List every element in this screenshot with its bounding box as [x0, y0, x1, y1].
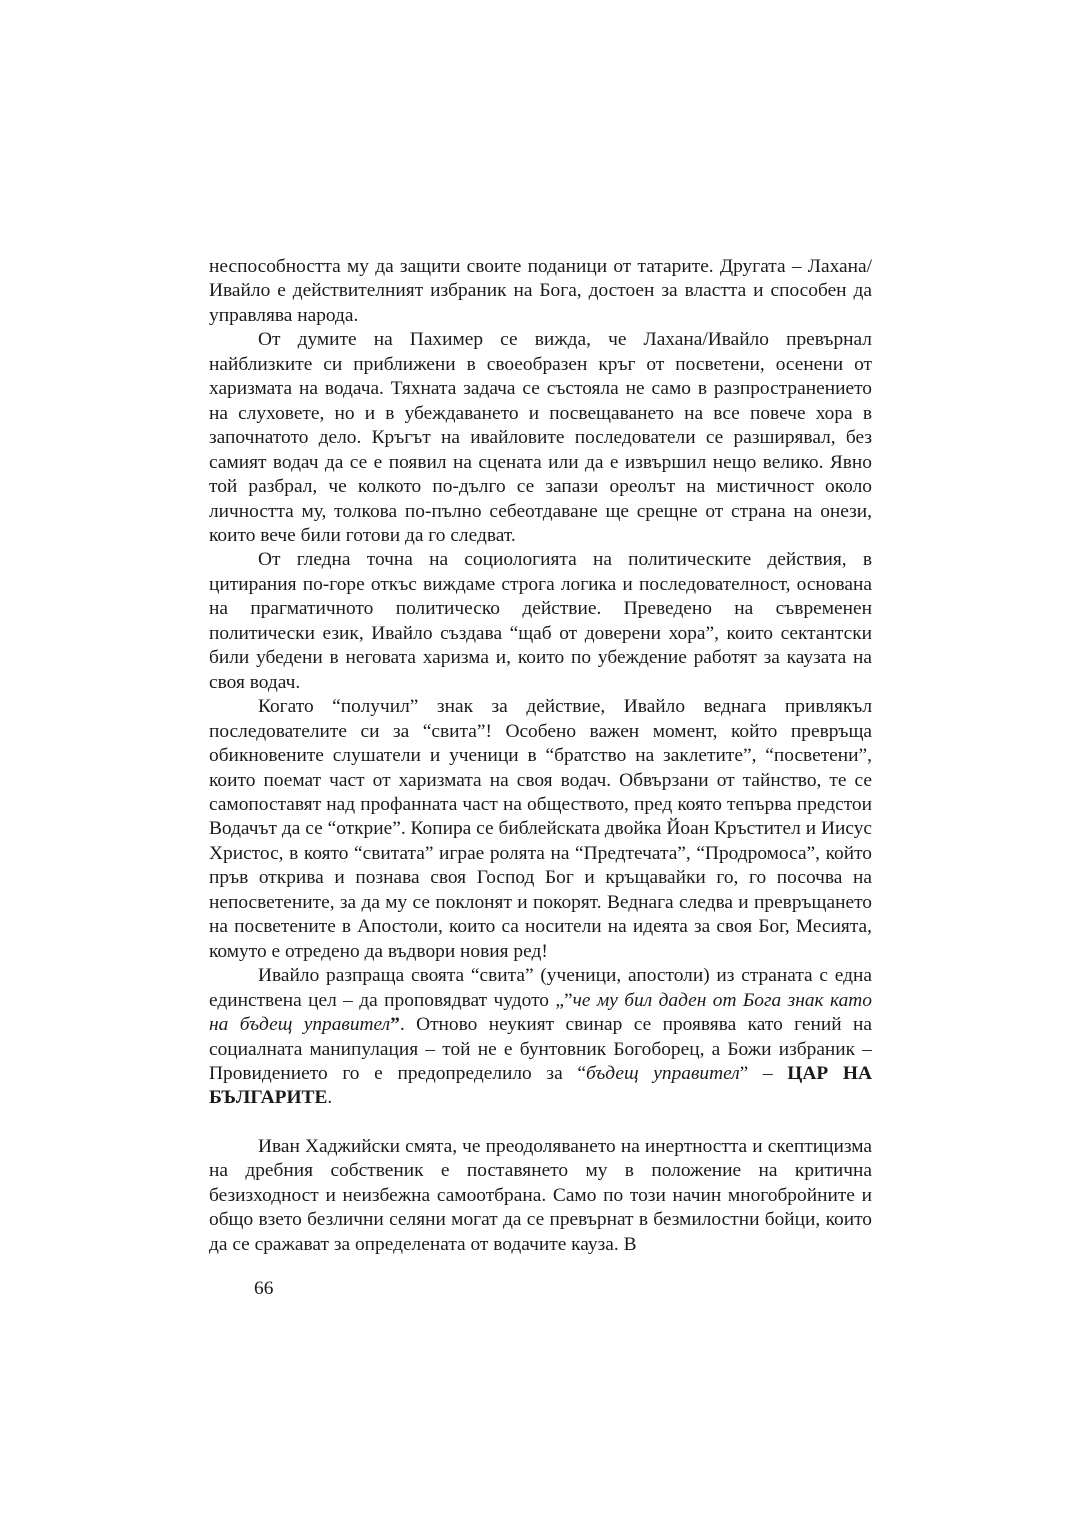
page-number: 66 — [254, 1278, 274, 1299]
paragraph-gap — [209, 1111, 872, 1135]
paragraph-5-quote-close: ” — [390, 1014, 400, 1036]
paragraph-6: Иван Хаджийски смята, че преодоляването на инертността и скептицизма на дребния собственик е поставянето му в положение на критична безизходност и неизбежна самоотбрана. Само по този начин многобройните и общо взето безлични селяни могат да се превърнат в безмилостни бойци, които да се сражават за определената от водачите кауза. В — [209, 1135, 872, 1255]
paragraph-5 — [209, 964, 872, 1111]
paragraph-5-text-f: ” – — [739, 1062, 788, 1084]
paragraph-5-quote-italic: че му бил даден от Бога знак като на бъдещ управител — [209, 989, 872, 1036]
paragraph-5-text-a: Ивайло разпраща своята “свита” (ученици, апостоли) из страната с една единствена цел – да проповядват чудото „” — [209, 965, 872, 1011]
paragraph-5-tsar-bold: ЦАР НА БЪЛГАРИТЕ — [209, 1062, 872, 1109]
paragraph-1: неспособността му да защити своите поданици от татарите. Другата – Лахана/Ивайло е действителният избраник на Бога, достоен за властта и способен да управлява народа. — [209, 256, 872, 326]
paragraph-2: От думите на Пахимер се вижда, че Лахана/Ивайло превърнал найблизките си приближени в своеобразен кръг от посветени, осенени от харизмата на водача. Тяхната задача се състояла не само в разпространението на слуховете, но и в убеждаването и посвещаването на все повече хора в започнатото дело. Кръгът на ивайловите последователи се разширявал, без самият водач да се е появил на сцената или да е извършил нещо велико. Явно той разбрал, че колкото по-дълго се запази ореолът на мистичност около личността му, толкова по-пълно себеотдаване ще срещне от страна на онези, които вече били готови да го следват. — [209, 329, 872, 546]
book-text-block — [209, 255, 872, 1257]
paragraph-4: Когато “получил” знак за действие, Ивайло веднага привлякъл последователите си за “свита”! Особено важен момент, който превръща обикновените слушатели и ученици в “братство на заклетите”, “посветени”, които поемат част от харизмата на своя водач. Обвързани от тайнство, те се самопоставят над профанната част на обществото, пред която тепърва предстои Водачът да се “открие”. Копира се библейската двойка Йоан Кръстител и Иисус Христос, в която “свитата” играе ролята на “Предтечата”, “Продромоса”, който пръв открива и познава своя Господ Бог и кръщавайки го, го посочва на непосветените, за да му се поклонят и покорят. Веднага следва и превръщането на посветените в Апостоли, които са носители на идеята за своя Бог, Месията, комуто е отредено да въдвори новия ред! — [209, 696, 872, 962]
paragraph-5-text-d: . Отново неукият свинар се проявява като гений на социалната манипулация – той не е бунтовник Богоборец, а Божи избраник – Провидението го е предопределило за “ — [209, 1014, 872, 1084]
paragraph-5-text-h: . — [327, 1087, 333, 1109]
paragraph-5-future-ruler-italic: бъдещ управител — [585, 1062, 740, 1084]
paragraph-3: От гледна точна на социологията на политическите действия, в цитирания по-горе откъс виждаме строга логика и последователност, основана на прагматичното политическо действие. Преведено на съвременен политически език, Ивайло създава “щаб от доверени хора”, които сектантски били убедени в неговата харизма и, които по убеждение работят за каузата на своя водач. — [209, 549, 872, 693]
